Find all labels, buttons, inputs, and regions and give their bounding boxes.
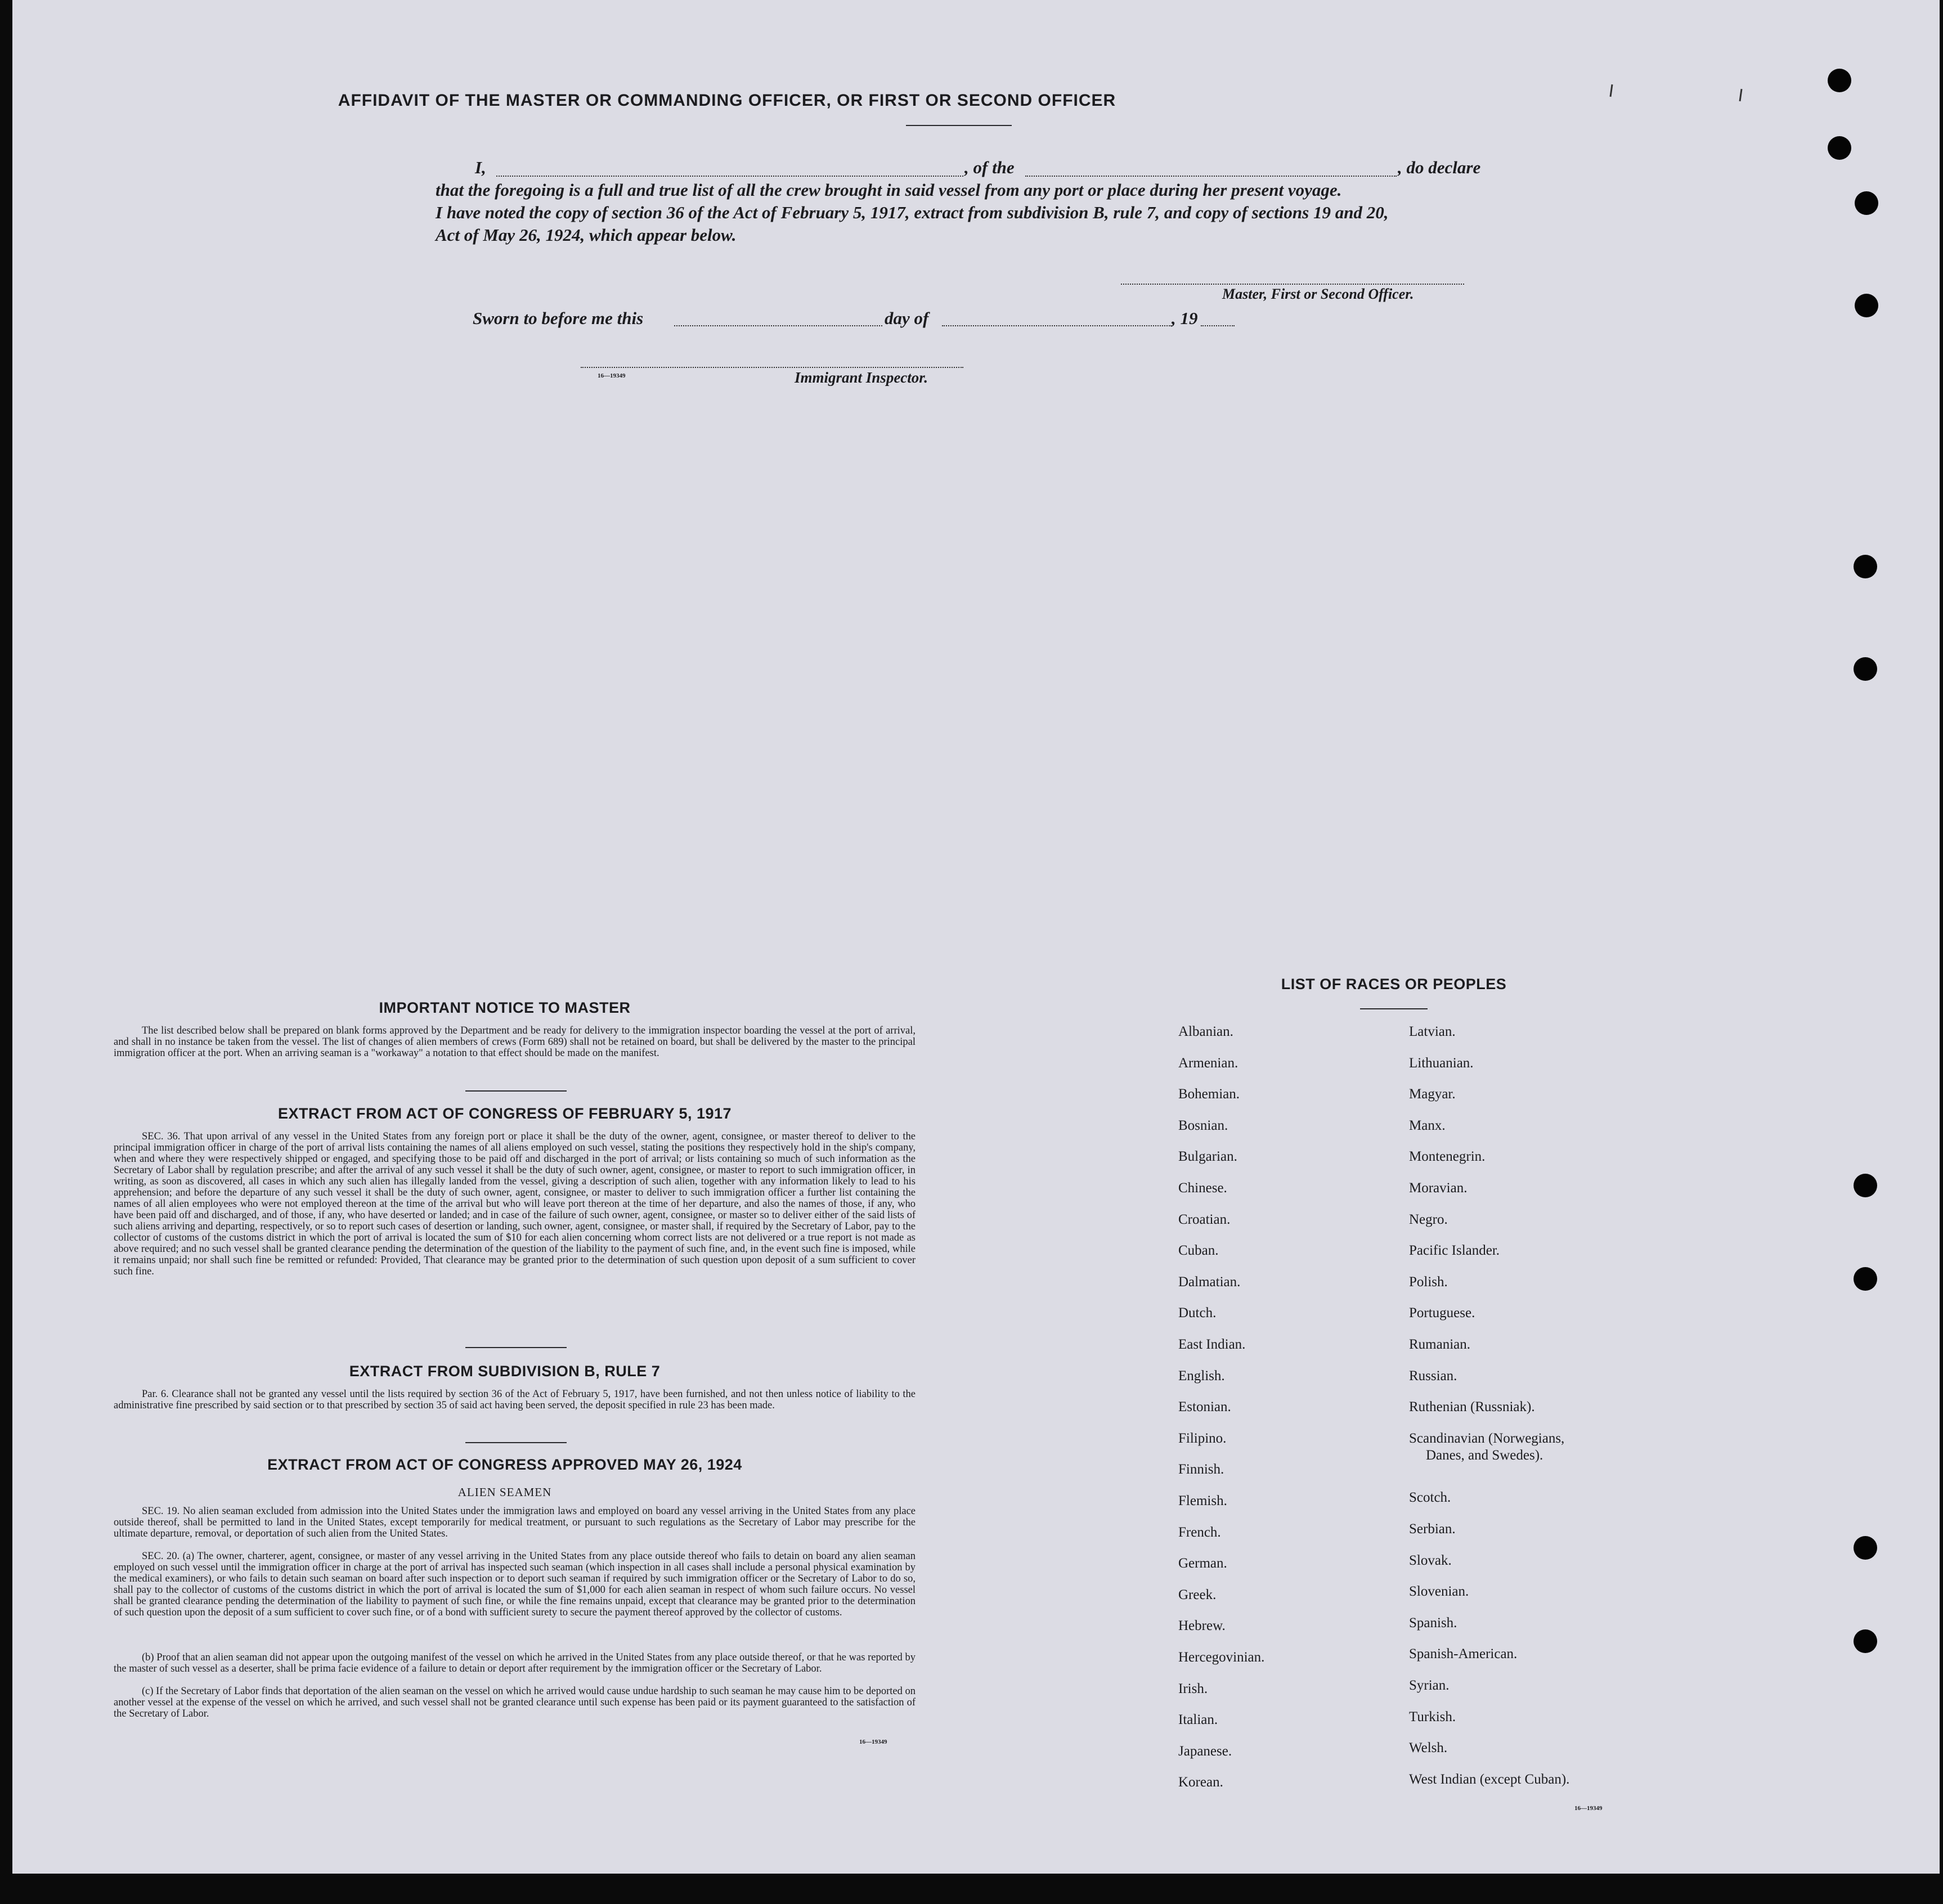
divider — [465, 1090, 567, 1092]
form-code-top: 16—19349 — [598, 372, 626, 379]
race-item: Flemish. — [1178, 1493, 1227, 1508]
race-item: Russian. — [1409, 1368, 1457, 1384]
race-item: Hercegovinian. — [1178, 1650, 1265, 1665]
race-item: Estonian. — [1178, 1399, 1231, 1415]
punch-hole — [1828, 69, 1851, 92]
race-item: Magyar. — [1409, 1086, 1456, 1102]
divider — [465, 1442, 567, 1443]
rule7-body: Par. 6. Clearance shall not be granted any vessel until the lists required by section 36 of the Act of February 5, 1917, have been furnished, and not then unless notice of liability to the administrative fine prescribed by said section or to that prescribed by section 35 of said act having been served, the deposit specified in rule 23 has been made. — [114, 1389, 916, 1411]
race-item: Danes, and Swedes). — [1426, 1447, 1543, 1463]
race-item: Turkish. — [1409, 1709, 1456, 1725]
race-item: West Indian (except Cuban). — [1409, 1771, 1570, 1787]
race-item: Spanish. — [1409, 1615, 1457, 1631]
punch-hole — [1854, 555, 1877, 578]
form-code-left: 16—19349 — [859, 1739, 887, 1745]
affidavit-i: I, — [475, 158, 486, 177]
race-item: Syrian. — [1409, 1678, 1450, 1694]
race-item: Polish. — [1409, 1274, 1448, 1290]
vessel-blank[interactable] — [1025, 176, 1397, 177]
form-sheet — [12, 0, 1940, 1874]
year-prefix: , 19 — [1172, 308, 1198, 328]
race-item: English. — [1178, 1368, 1225, 1384]
race-item: Armenian. — [1178, 1055, 1239, 1071]
sworn-year-blank[interactable] — [1201, 325, 1235, 326]
sec20b-body: (b) Proof that an alien seaman did not appear upon the outgoing manifest of the vessel on which he arrived in the United States from any place outside thereof, or that he was reported by the master of such vessel as a deserter, shall be prima facie evidence of a failure to detain or deport after requirement by the immigration officer or the Secretary of Labor. — [114, 1652, 916, 1674]
stray-mark — [1609, 84, 1613, 97]
race-item: Hebrew. — [1178, 1618, 1226, 1634]
rule7-title: EXTRACT FROM SUBDIVISION B, RULE 7 — [349, 1363, 661, 1380]
race-item: Bohemian. — [1178, 1086, 1240, 1102]
master-signature-line[interactable] — [1121, 284, 1464, 285]
race-item: Negro. — [1409, 1211, 1448, 1227]
race-item: Latvian. — [1409, 1024, 1456, 1039]
inspector-caption: Immigrant Inspector. — [795, 369, 928, 386]
extract-1924-title: EXTRACT FROM ACT OF CONGRESS APPROVED MAY 26, 1924 — [267, 1456, 742, 1473]
inspector-signature-line[interactable] — [581, 367, 963, 368]
divider — [1360, 1008, 1428, 1009]
sworn-day-blank[interactable] — [674, 325, 882, 326]
punch-hole — [1854, 1267, 1877, 1291]
race-item: Filipino. — [1178, 1430, 1227, 1446]
extract-1917-title: EXTRACT FROM ACT OF CONGRESS OF FEBRUARY 5, 1917 — [277, 1105, 732, 1122]
affidavit-of-the: , of the — [964, 158, 1015, 177]
sworn-label: Sworn to before me this — [473, 308, 644, 328]
race-item: Manx. — [1409, 1117, 1446, 1133]
affidavit-do-declare: , do declare — [1398, 158, 1481, 177]
race-item: Korean. — [1178, 1775, 1223, 1790]
race-item: Dutch. — [1178, 1305, 1217, 1321]
race-item: Cuban. — [1178, 1243, 1219, 1259]
sec20c-body: (c) If the Secretary of Labor finds that deportation of the alien seaman on the vessel on which he arrived would cause undue hardship to such seaman he may cause him to be deported on another vessel at the expense of the vessel on which he arrived, and such vessel shall not be granted clearance until such expense has been paid or its payment guaranteed to the satisfaction of the Secretary of Labor. — [114, 1686, 916, 1719]
race-item: Rumanian. — [1409, 1337, 1471, 1352]
race-item: Slovenian. — [1409, 1584, 1469, 1600]
race-item: Finnish. — [1178, 1462, 1224, 1478]
punch-hole — [1828, 136, 1851, 160]
race-item: French. — [1178, 1524, 1221, 1540]
race-item: Greek. — [1178, 1587, 1217, 1602]
race-item: Bulgarian. — [1178, 1149, 1237, 1165]
race-item: Albanian. — [1178, 1024, 1233, 1039]
affidavit-line-2: that the foregoing is a full and true list of all the crew brought in said vessel from any port or place during her present voyage. — [436, 180, 1342, 200]
race-item: Japanese. — [1178, 1743, 1232, 1759]
name-blank[interactable] — [496, 176, 963, 177]
notice-title: IMPORTANT NOTICE TO MASTER — [379, 999, 631, 1016]
race-item: Irish. — [1178, 1681, 1208, 1696]
race-item: Portuguese. — [1409, 1305, 1475, 1321]
race-item: Scandinavian (Norwegians, — [1409, 1430, 1565, 1446]
affidavit-line-4: Act of May 26, 1924, which appear below. — [436, 225, 737, 245]
race-item: Spanish-American. — [1409, 1646, 1518, 1662]
race-item: Italian. — [1178, 1712, 1218, 1728]
alien-seamen-subtitle: ALIEN SEAMEN — [457, 1485, 552, 1499]
punch-hole — [1854, 657, 1877, 681]
divider — [465, 1347, 567, 1348]
master-caption: Master, First or Second Officer. — [1222, 286, 1414, 302]
race-item: Moravian. — [1409, 1180, 1468, 1196]
punch-hole — [1855, 191, 1878, 215]
race-item: Dalmatian. — [1178, 1274, 1241, 1290]
punch-hole — [1854, 1629, 1877, 1653]
race-item: German. — [1178, 1556, 1227, 1571]
race-item: Welsh. — [1409, 1740, 1448, 1756]
race-item: Montenegrin. — [1409, 1149, 1486, 1165]
title-divider — [906, 125, 1012, 126]
extract-1917-body: SEC. 36. That upon arrival of any vessel in the United States from any foreign port or place it shall be the duty of the owner, agent, consignee, or master thereof to deliver to the principal immigration officer in charge of the port of arrival lists containing the names of all aliens employed on such vessel, stating the positions they respectively hold in the ship's company, when and where they were respectively shipped or engaged, and specifying those to be paid off and discharged in the port of arrival; or lists containing so much of such information as the Secretary of Labor shall by regulation prescribe; and after the arrival of any such vessel it shall be the duty of such owner, agent, consignee, or master to report to such immigration officer, in writing, as soon as discovered, all cases in which any such alien has illegally landed from the vessel, giving a description of such alien, together with any information likely to lead to his apprehension; and before the departure of any such vessel it shall be the duty of such owner, agent, consignee, or master to deliver to such immigration officer a further list containing the names of all alien employees who were not employed thereon at the time of the arrival but who will leave port thereon at the time of her departure, and also the names of those, if any, who have been paid off and discharged, and of those, if any, who have deserted or landed; and in case of the failure of such owner, agent, consignee, or master so to deliver either of the said lists of such aliens arriving and departing, respectively, or so to report such cases of desertion or landing, such owner, agent, consignee, or master shall, if required by the Secretary of Labor, pay to the collector of customs of the customs district in which the port of arrival is located the sum of $10 for each alien concerning whom correct lists are not delivered or a true report is not made as above required; and no such vessel shall be granted clearance pending the determination of the question of the liability to the payment of such fine, and, in the event such fine is imposed, while it remains unpaid; nor shall such fine be remitted or refunded: Provided, That clearance may be granted prior to the determination of such question upon deposit of a sum sufficient to cover such fine. — [114, 1131, 916, 1277]
sec20a-body: SEC. 20. (a) The owner, charterer, agent, consignee, or master of any vessel arriving in the United States from any place outside thereof who fails to detain on board any alien seaman employed on such vessel until the immigration officer in charge at the port of arrival has inspected such seaman (which inspection in all cases shall include a personal physical examination by the medical examiners), or who fails to detain such seaman on board after such inspection or to deport such seaman if required by such immigration officer or the Secretary of Labor to do so, shall pay to the collector of customs of the customs district in which the port of arrival is located the sum of $1,000 for each alien seaman in respect of whom such failure occurs. No vessel shall be granted clearance pending the determination of the liability to payment of such fine, or while the fine remains unpaid, except that clearance may be granted prior to the determination of such question upon the deposit of a sum sufficient to cover such fine, or of a bond with sufficient surety to secure the payment thereof approved by the collector of customs. — [114, 1551, 916, 1618]
race-item: East Indian. — [1178, 1337, 1246, 1352]
race-item: Bosnian. — [1178, 1117, 1228, 1133]
race-item: Croatian. — [1178, 1211, 1231, 1227]
punch-hole — [1854, 1174, 1877, 1197]
sworn-month-blank[interactable] — [942, 325, 1172, 326]
affidavit-title: AFFIDAVIT OF THE MASTER OR COMMANDING OFFICER, OR FIRST OR SECOND OFFICER — [338, 91, 1116, 110]
race-item: Ruthenian (Russniak). — [1409, 1399, 1535, 1415]
affidavit-line-3: I have noted the copy of section 36 of the Act of February 5, 1917, extract from subdivision B, rule 7, and copy of sections 19 and 20, — [436, 203, 1389, 222]
punch-hole — [1855, 294, 1878, 317]
races-title: LIST OF RACES OR PEOPLES — [1281, 976, 1507, 993]
race-item: Chinese. — [1178, 1180, 1227, 1196]
race-item: Slovak. — [1409, 1552, 1452, 1568]
stray-mark — [1739, 89, 1742, 101]
race-item: Lithuanian. — [1409, 1055, 1474, 1071]
race-item: Pacific Islander. — [1409, 1243, 1500, 1259]
race-item: Scotch. — [1409, 1490, 1451, 1506]
race-item: Serbian. — [1409, 1521, 1456, 1537]
punch-hole — [1854, 1536, 1877, 1560]
sec19-body: SEC. 19. No alien seaman excluded from admission into the United States under the immigration laws and employed on board any vessel arriving in the United States from any place outside thereof, shall be permitted to land in the United States, except temporarily for medical treatment, or pursuant to such regulations as the Secretary of Labor may prescribe for the ultimate departure, removal, or deportation of such alien from the United States. — [114, 1506, 916, 1539]
day-of-label: day of — [885, 308, 929, 328]
form-code-races: 16—19349 — [1574, 1805, 1603, 1812]
notice-body: The list described below shall be prepared on blank forms approved by the Department and be ready for delivery to the immigration inspector boarding the vessel at the port of arrival, and shall in no instance be taken from the vessel. The list of changes of alien members of crews (Form 689) shall not be retained on board, but shall be delivered by the master to the principal immigration officer at the port. When an arriving seaman is a "workaway" a notation to that effect should be made on the manifest. — [114, 1025, 916, 1059]
